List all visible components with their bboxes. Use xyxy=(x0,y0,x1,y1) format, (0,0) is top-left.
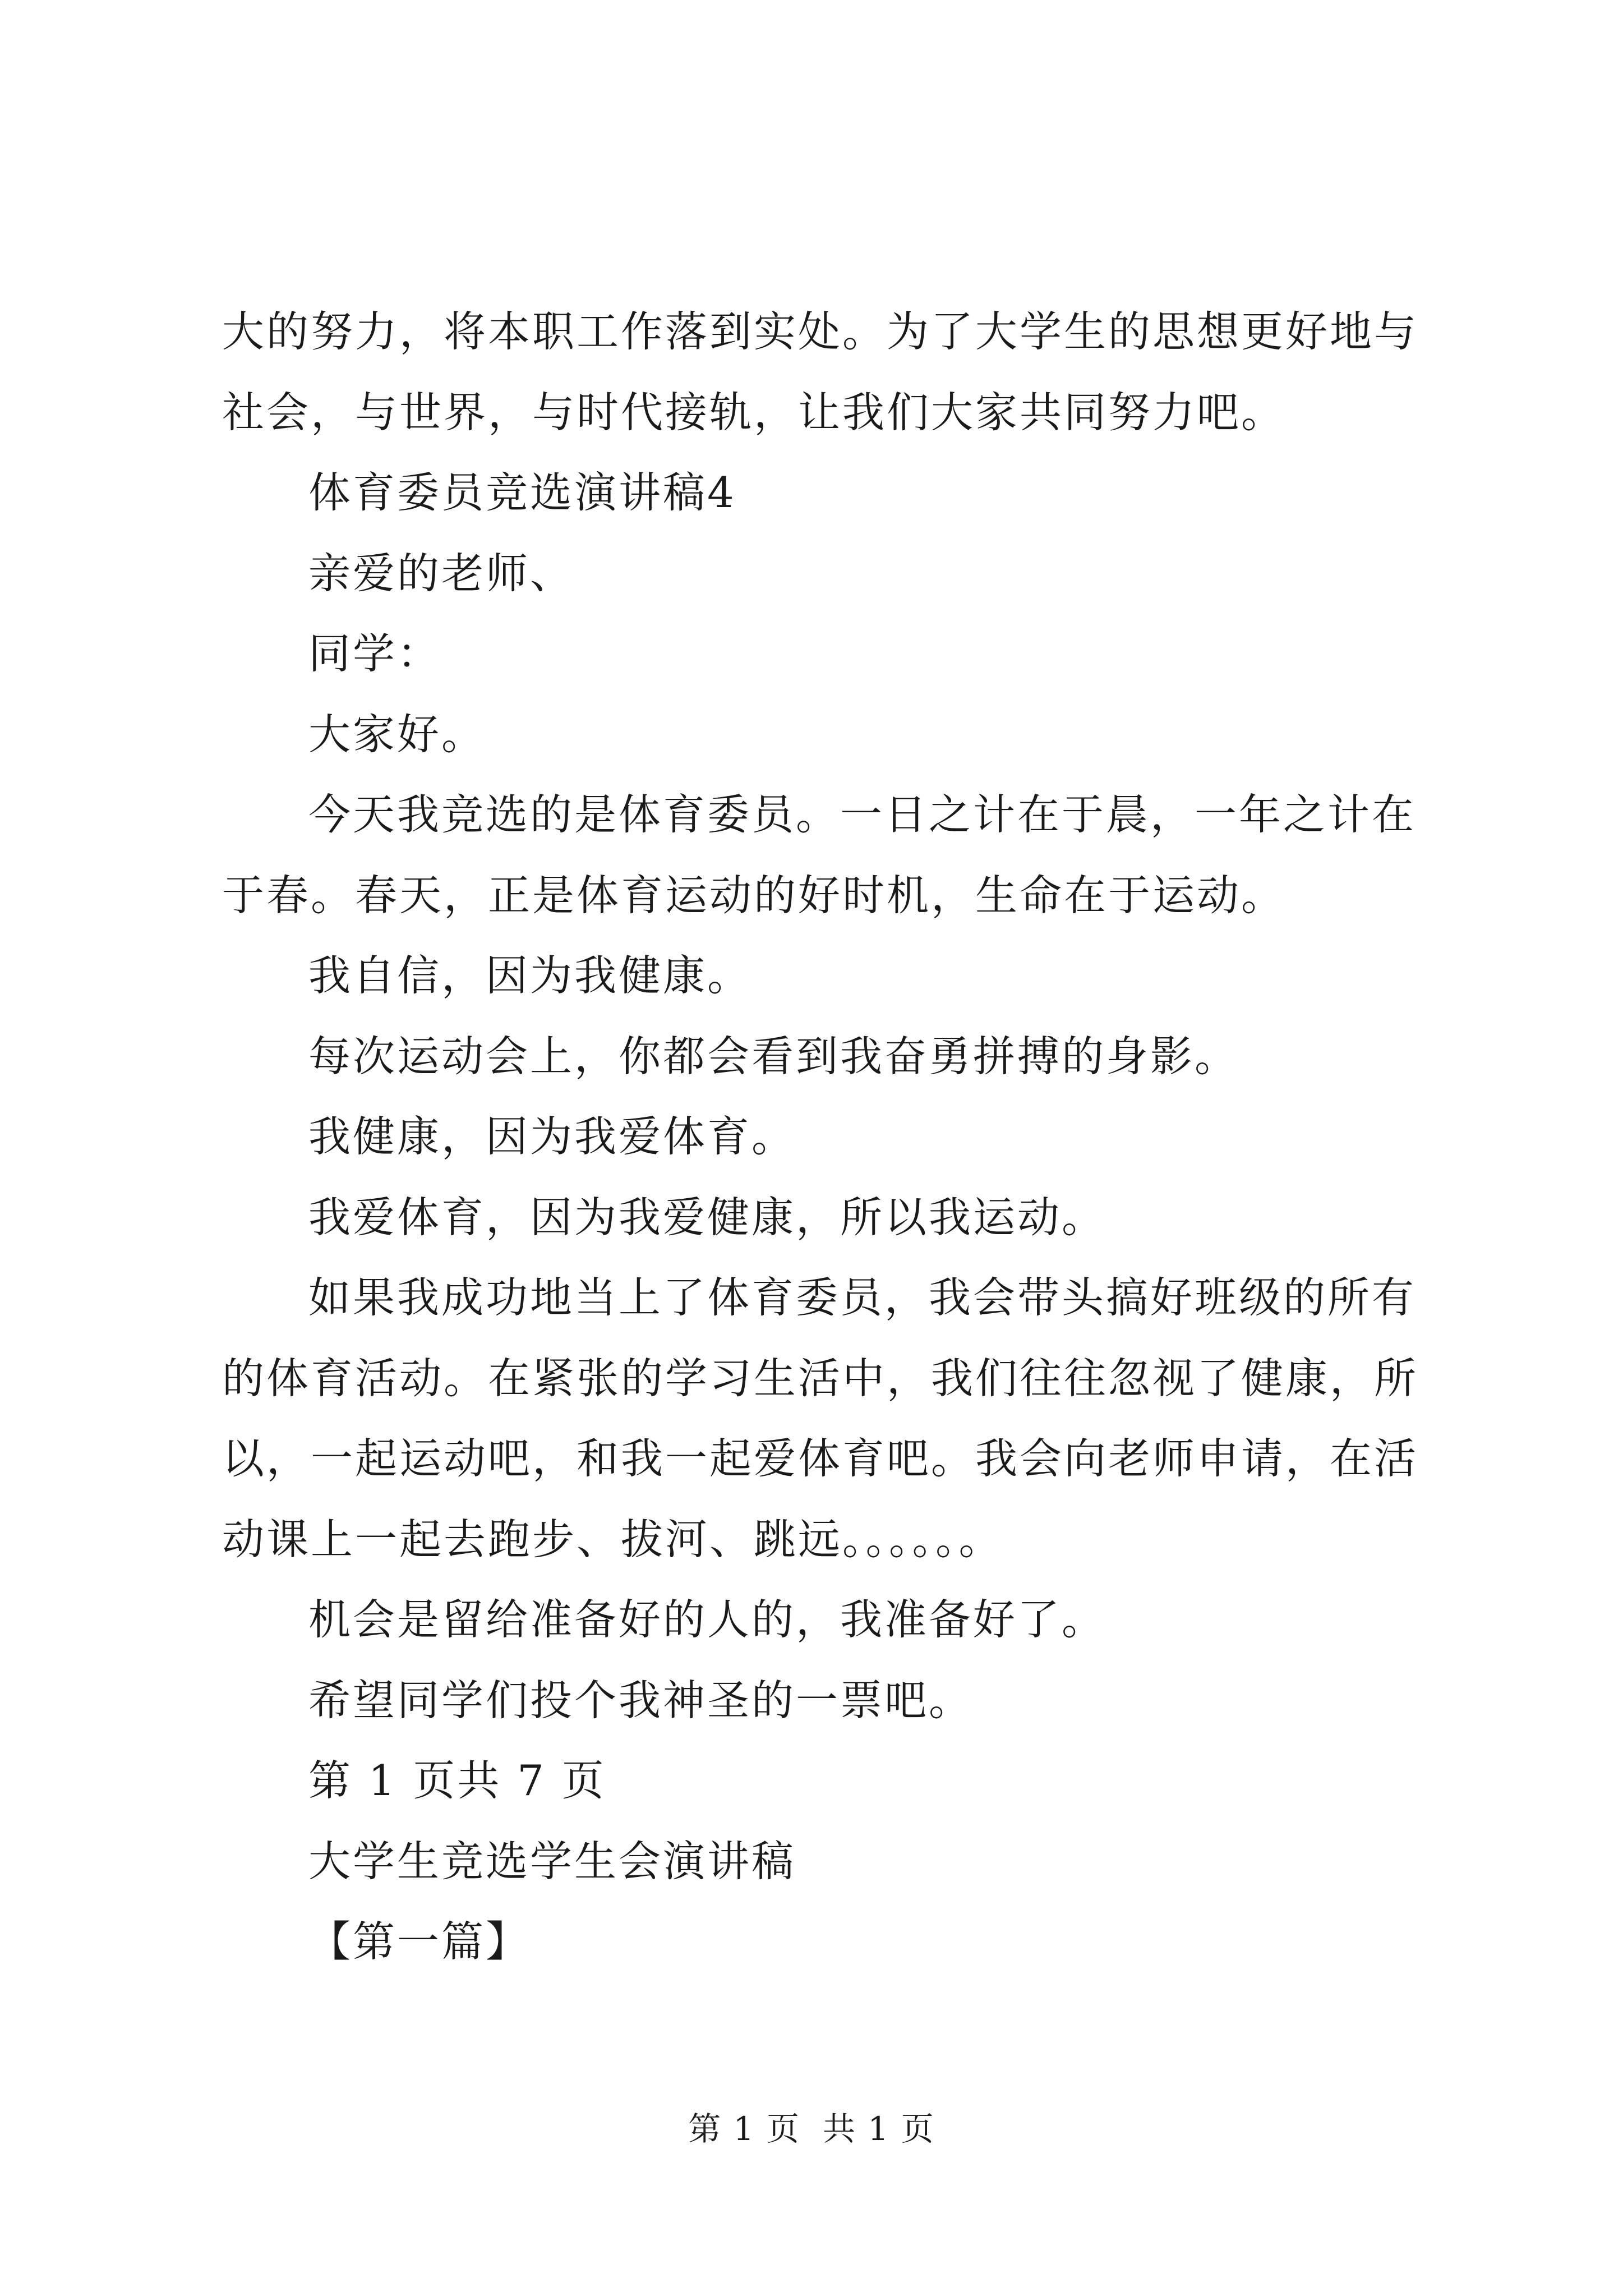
document-body xyxy=(222,292,1422,1982)
paragraph-continuation: 大的努力，将本职工作落到实处。为了大学生的思想更好地与社会，与世界，与时代接轨，让我们大家共同努力吧。 xyxy=(222,307,1419,437)
salutation-line-1: 亲爱的老师、 xyxy=(308,548,575,598)
paragraph: 今天我竞选的是体育委员。一日之计在于晨，一年之计在于春。春天，正是体育运动的好时机，生命在于运动。 xyxy=(222,790,1417,920)
paragraph: 每次运动会上，你都会看到我奋勇拼搏的身影。 xyxy=(308,1031,1239,1081)
page-footer xyxy=(0,2106,1623,2151)
subsection-title: 【第一篇】 xyxy=(308,1917,531,1966)
paragraph: 机会是留给准备好的人的，我准备好了。 xyxy=(308,1595,1106,1644)
paragraph: 我自信，因为我健康。 xyxy=(308,951,752,1000)
paragraph: 希望同学们投个我神圣的一票吧。 xyxy=(308,1675,974,1725)
footer-page-total: 共 1 页 xyxy=(823,2110,935,2148)
paragraph: 如果我成功地当上了体育委员，我会带头搞好班级的所有的体育活动。在紧张的学习生活中，我们往往忽视了健康，所以，一起运动吧，和我一起爱体育吧。我会向老师申请，在活动课上一起去跑步、拔河、跳远。。。。。。 xyxy=(222,1273,1419,1564)
paragraph: 我爱体育，因为我爱健康，所以我运动。 xyxy=(308,1192,1106,1242)
greeting: 大家好。 xyxy=(308,709,486,759)
salutation-line-2: 同学： xyxy=(308,629,442,678)
section-title: 体育委员竞选演讲稿4 xyxy=(308,468,736,517)
inline-page-marker: 第 1 页共 7 页 xyxy=(308,1756,606,1805)
section-title: 大学生竞选学生会演讲稿 xyxy=(308,1836,796,1886)
paragraph: 我健康，因为我爱体育。 xyxy=(308,1112,796,1161)
footer-page-number: 第 1 页 xyxy=(688,2110,800,2148)
